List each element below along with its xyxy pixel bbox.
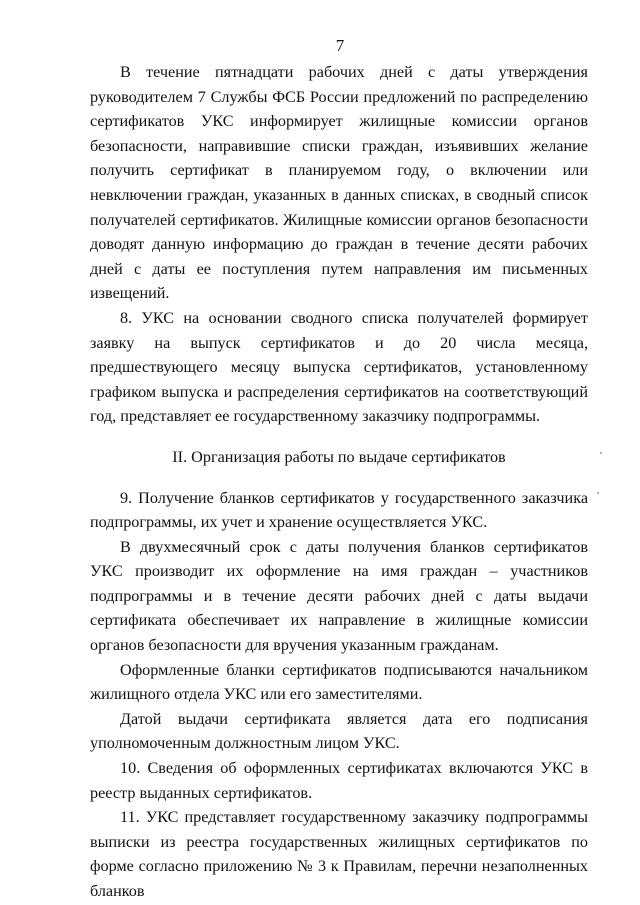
- paragraph-signing: Оформленные бланки сертификатов подписываются начальником жилищного отдела УКС или его заместителями.: [90, 660, 588, 704]
- document-body: [90, 60, 588, 904]
- paragraph-item-8: 8. УКС на основании сводного списка получателей формирует заявку на выпуск сертификатов и до 20 числа месяца, предшествующего месяцу выпуска сертификатов, установленному графиком выпуска и распределения сертификатов на соответствующий год, представляет ее государственному заказчику подпрограммы.: [90, 308, 588, 426]
- paragraph-processing-period: В двухмесячный срок с даты получения бланков сертификатов УКС производит их оформление на имя граждан – участников подпрограммы и в течение десяти рабочих дней с даты выдачи сертификата обеспечивает их направление в жилищные комиссии органов безопасности для вручения указанным гражданам.: [90, 537, 588, 655]
- paragraph-commission-notification: В течение пятнадцати рабочих дней с даты утверждения руководителем 7 Службы ФСБ России предложений по распределению сертификатов УКС информирует жилищные комиссии органов безопасности, направившие списки граждан, изъявивших желание получить сертификат в планируемом году, о включении или невключении граждан, указанных в данных списках, в сводный список получателей сертификатов. Жилищные комиссии органов безопасности доводят данную информацию до граждан в течение десяти рабочих дней с даты ее поступления путем направления им письменных извещений.: [90, 63, 588, 303]
- paragraph-item-10: 10. Сведения об оформленных сертификатах включаются УКС в реестр выданных сертификатов.: [90, 759, 588, 802]
- scan-speck: [597, 492, 599, 494]
- paragraph-item-11: 11. УКС представляет государственному заказчику подпрограммы выписки из реестра государственных жилищных сертификатов по форме согласно приложению № 3 к Правилам, перечни незаполненных бланков: [90, 808, 588, 900]
- page-number: 7: [335, 36, 345, 55]
- paragraph-item-9: 9. Получение бланков сертификатов у государственного заказчика подпрограммы, их учет и хранение осуществляется УКС.: [90, 488, 588, 532]
- scan-speck: [600, 452, 602, 454]
- section-heading: II. Организация работы по выдаче сертификатов: [172, 447, 506, 466]
- paragraph-issue-date: Датой выдачи сертификата является дата его подписания уполномоченным должностным лицом УКС.: [90, 709, 588, 753]
